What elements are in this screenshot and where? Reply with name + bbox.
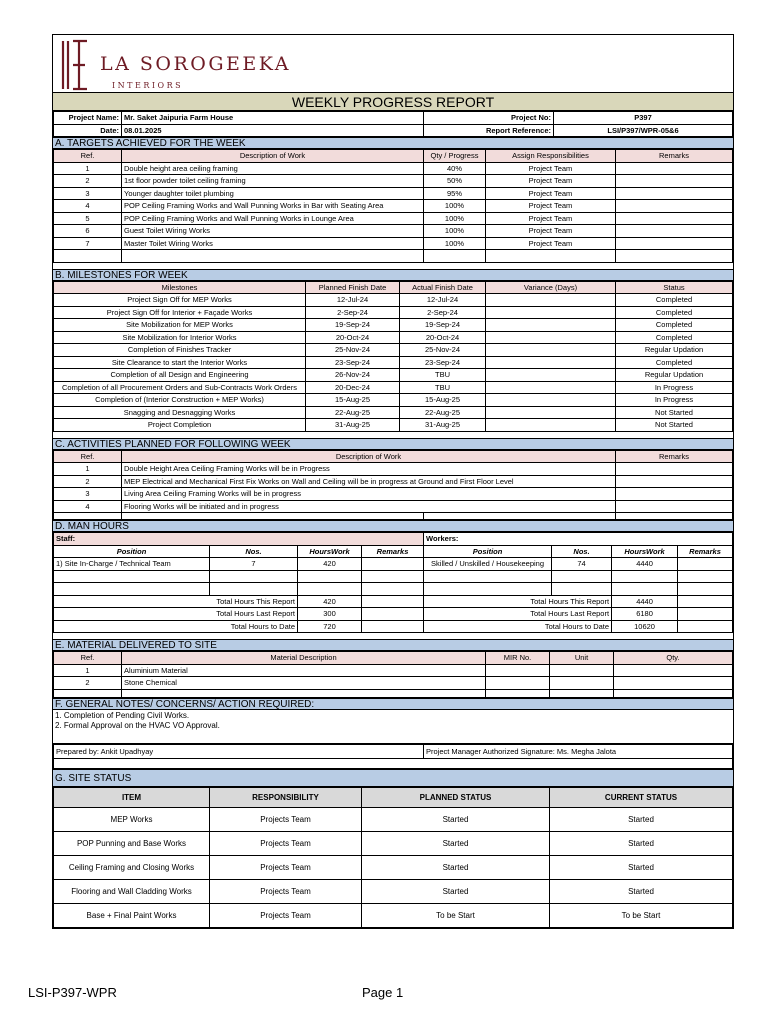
table-cell: Project Team: [486, 162, 616, 175]
workers-nos: 74: [552, 558, 612, 571]
table-cell: Completed: [616, 331, 733, 344]
staff-total: 420: [298, 595, 362, 608]
staff-label: Staff:: [54, 533, 424, 546]
table-cell: Project Team: [486, 187, 616, 200]
workers-label: Workers:: [424, 533, 733, 546]
table-cell: Younger daughter toilet plumbing: [122, 187, 424, 200]
table-cell: Aluminium Material: [122, 664, 486, 677]
workers-total: 10620: [612, 620, 678, 633]
table-cell: 25-Nov-24: [400, 344, 486, 357]
table-cell: 22-Aug-25: [400, 406, 486, 419]
table-cell: [550, 664, 614, 677]
footer-document-code: LSI-P397-WPR: [28, 985, 117, 1000]
col-header: Description of Work: [122, 150, 424, 163]
prepared-by: Prepared by: Ankit Upadhyay: [54, 744, 424, 758]
col-header: Qty.: [614, 652, 733, 665]
staff-position: 1) Site In-Charge / Technical Team: [54, 558, 210, 571]
table-row: [54, 488, 733, 501]
col-header: HoursWork: [612, 545, 678, 558]
table-cell: In Progress: [616, 394, 733, 407]
table-cell: Completion of (Interior Construction + MEP Works): [54, 394, 306, 407]
authorized-signature: Project Manager Authorized Signature: Ms. Megha Jalota: [424, 744, 733, 758]
table-cell: Project Team: [486, 237, 616, 250]
staff-remarks: [362, 558, 424, 571]
table-cell: 1: [54, 463, 122, 476]
table-cell: Started: [550, 807, 733, 831]
col-header: Unit: [550, 652, 614, 665]
table-cell: 12-Jul-24: [306, 294, 400, 307]
table-cell: 95%: [424, 187, 486, 200]
table-cell: Double height area ceiling framing: [122, 162, 424, 175]
table-cell: [614, 677, 733, 690]
staff-total: 720: [298, 620, 362, 633]
table-cell: 50%: [424, 175, 486, 188]
project-no-label: Project No:: [424, 112, 554, 125]
table-cell: 20-Oct-24: [306, 331, 400, 344]
table-row: [54, 475, 733, 488]
table-cell: [550, 677, 614, 690]
table-cell: [486, 381, 616, 394]
project-name-value: Mr. Saket Jaipuria Farm House: [122, 112, 424, 125]
table-cell: Ceiling Framing and Closing Works: [54, 855, 210, 879]
col-header: Qty / Progress: [424, 150, 486, 163]
table-cell: Completion of all Procurement Orders and Sub-Contracts Work Orders: [54, 381, 306, 394]
total-label: Total Hours to Date: [210, 620, 298, 633]
table-cell: [616, 500, 733, 513]
table-cell: Started: [362, 831, 550, 855]
table-cell: TBU: [400, 369, 486, 382]
table-cell: Site Mobilization for Interior Works: [54, 331, 306, 344]
table-cell: [616, 187, 733, 200]
project-info-table: [53, 111, 733, 137]
table-cell: [486, 406, 616, 419]
logo-subtitle: INTERIORS: [112, 81, 184, 90]
col-header: Description of Work: [122, 450, 616, 463]
table-cell: Completed: [616, 356, 733, 369]
table-cell: 4: [54, 500, 122, 513]
section-e-title: E. MATERIAL DELIVERED TO SITE: [53, 639, 733, 651]
table-cell: Project Team: [486, 200, 616, 213]
footer-page-number: Page 1: [362, 985, 404, 1000]
col-header: Milestones: [54, 281, 306, 294]
table-cell: 26-Nov-24: [306, 369, 400, 382]
workers-total: 6180: [612, 608, 678, 621]
col-header: Position: [54, 545, 210, 558]
note-item: 1. Completion of Pending Civil Works.: [55, 710, 190, 720]
table-cell: 2-Sep-24: [400, 306, 486, 319]
logo-monogram-icon: [59, 39, 91, 91]
col-header: Remarks: [616, 450, 733, 463]
table-cell: To be Start: [550, 903, 733, 927]
table-cell: 1: [54, 664, 122, 677]
report-ref-value: LSI/P397/WPR-05&6: [554, 124, 733, 137]
table-row: [54, 237, 733, 250]
table-cell: 2: [54, 175, 122, 188]
total-label: Total Hours This Report: [210, 595, 298, 608]
table-cell: Not Started: [616, 419, 733, 432]
workers-total: 4440: [612, 595, 678, 608]
table-cell: Project Sign Off for MEP Works: [54, 294, 306, 307]
table-cell: [486, 664, 550, 677]
table-cell: 23-Sep-24: [306, 356, 400, 369]
table-cell: Projects Team: [210, 903, 362, 927]
table-cell: [616, 175, 733, 188]
table-cell: [616, 212, 733, 225]
section-b-title: B. MILESTONES FOR WEEK: [53, 269, 733, 281]
table-row: [54, 162, 733, 175]
table-cell: Regular Updation: [616, 369, 733, 382]
table-row: [54, 294, 733, 307]
table-cell: [486, 677, 550, 690]
col-header: HoursWork: [298, 545, 362, 558]
total-label: Total Hours This Report: [424, 595, 612, 608]
table-cell: Flooring Works will be initiated and in progress: [122, 500, 616, 513]
workers-remarks: [678, 558, 733, 571]
table-cell: MEP Electrical and Mechanical First Fix Works on Wall and Ceiling will be in progress at Ground and First Floor Level: [122, 475, 616, 488]
table-cell: Completed: [616, 319, 733, 332]
date-value: 08.01.2025: [122, 124, 424, 137]
table-row: [54, 212, 733, 225]
table-cell: 25-Nov-24: [306, 344, 400, 357]
section-a-title: A. TARGETS ACHIEVED FOR THE WEEK: [53, 137, 733, 149]
table-cell: Started: [362, 855, 550, 879]
col-header: Ref.: [54, 150, 122, 163]
table-cell: [616, 488, 733, 501]
note-item: 2. Formal Approval on the HVAC VO Approval.: [55, 720, 220, 730]
col-header: Assign Responsibilities: [486, 150, 616, 163]
table-row: [54, 225, 733, 238]
table-cell: 1: [54, 162, 122, 175]
table-cell: Project Completion: [54, 419, 306, 432]
report-sheet: [52, 34, 734, 929]
table-cell: 100%: [424, 212, 486, 225]
table-cell: Snagging and Desnagging Works: [54, 406, 306, 419]
col-header: Material Description: [122, 652, 486, 665]
table-cell: Guest Toilet Wiring Works: [122, 225, 424, 238]
col-header: Ref.: [54, 652, 122, 665]
table-cell: Base + Final Paint Works: [54, 903, 210, 927]
table-row: [54, 356, 733, 369]
workers-hours: 4440: [612, 558, 678, 571]
staff-total: 300: [298, 608, 362, 621]
table-row: [54, 664, 733, 677]
workers-position: Skilled / Unskilled / Housekeeping: [424, 558, 552, 571]
section-f-title: F. GENERAL NOTES/ CONCERNS/ ACTION REQUIRED:: [53, 698, 733, 710]
table-cell: Started: [550, 855, 733, 879]
table-cell: Projects Team: [210, 855, 362, 879]
table-cell: Projects Team: [210, 807, 362, 831]
project-name-label: Project Name:: [54, 112, 122, 125]
col-header: Ref.: [54, 450, 122, 463]
table-cell: Site Mobilization for MEP Works: [54, 319, 306, 332]
table-cell: Completion of all Design and Engineering: [54, 369, 306, 382]
table-cell: Completion of Finishes Tracker: [54, 344, 306, 357]
total-label: Total Hours Last Report: [210, 608, 298, 621]
table-cell: 2-Sep-24: [306, 306, 400, 319]
table-cell: 2: [54, 475, 122, 488]
table-cell: Stone Chemical: [122, 677, 486, 690]
col-header: ITEM: [54, 787, 210, 807]
table-cell: 23-Sep-24: [400, 356, 486, 369]
company-logo: [53, 35, 733, 93]
table-cell: 15-Aug-25: [400, 394, 486, 407]
table-cell: 40%: [424, 162, 486, 175]
table-cell: 19-Sep-24: [400, 319, 486, 332]
table-row: [54, 331, 733, 344]
table-cell: 6: [54, 225, 122, 238]
table-cell: 15-Aug-25: [306, 394, 400, 407]
table-cell: 4: [54, 200, 122, 213]
col-header: RESPONSIBILITY: [210, 787, 362, 807]
table-cell: [486, 356, 616, 369]
table-row: [54, 419, 733, 432]
table-cell: Started: [550, 831, 733, 855]
table-cell: [486, 319, 616, 332]
report-ref-label: Report Reference:: [424, 124, 554, 137]
planned-activities-table: [53, 450, 733, 521]
table-cell: Projects Team: [210, 831, 362, 855]
table-row: [54, 855, 733, 879]
table-cell: 31-Aug-25: [306, 419, 400, 432]
table-cell: 1st floor powder toilet ceiling framing: [122, 175, 424, 188]
table-cell: 20-Oct-24: [400, 331, 486, 344]
col-header: Position: [424, 545, 552, 558]
table-cell: Site Clearance to start the Interior Works: [54, 356, 306, 369]
table-cell: 31-Aug-25: [400, 419, 486, 432]
table-row: [54, 807, 733, 831]
staff-hours: 420: [298, 558, 362, 571]
table-row: [54, 903, 733, 927]
milestones-table: [53, 281, 733, 432]
col-header: Remarks: [678, 545, 733, 558]
table-cell: 19-Sep-24: [306, 319, 400, 332]
table-cell: 100%: [424, 200, 486, 213]
table-cell: 100%: [424, 225, 486, 238]
table-cell: Not Started: [616, 406, 733, 419]
table-cell: Double Height Area Ceiling Framing Works will be in Progress: [122, 463, 616, 476]
table-cell: [616, 463, 733, 476]
section-c-title: C. ACTIVITIES PLANNED FOR FOLLOWING WEEK: [53, 438, 733, 450]
table-cell: [616, 475, 733, 488]
table-cell: 12-Jul-24: [400, 294, 486, 307]
table-cell: [614, 664, 733, 677]
col-header: Actual Finish Date: [400, 281, 486, 294]
table-cell: To be Start: [362, 903, 550, 927]
table-cell: Project Team: [486, 225, 616, 238]
table-row: [54, 500, 733, 513]
table-cell: TBU: [400, 381, 486, 394]
table-cell: 20-Dec-24: [306, 381, 400, 394]
table-cell: Regular Updation: [616, 344, 733, 357]
table-cell: Project Sign Off for Interior + Façade Works: [54, 306, 306, 319]
table-cell: Completed: [616, 294, 733, 307]
table-row: [54, 319, 733, 332]
table-row: [54, 831, 733, 855]
table-cell: [616, 162, 733, 175]
col-header: Nos.: [552, 545, 612, 558]
date-label: Date:: [54, 124, 122, 137]
site-status-table: [53, 787, 733, 928]
table-cell: [616, 225, 733, 238]
targets-table: [53, 149, 733, 263]
table-cell: [486, 394, 616, 407]
section-d-title: D. MAN HOURS: [53, 520, 733, 532]
col-header: Planned Finish Date: [306, 281, 400, 294]
total-label: Total Hours Last Report: [424, 608, 612, 621]
man-hours-table: [53, 532, 733, 633]
table-cell: Completed: [616, 306, 733, 319]
col-header: MIR No.: [486, 652, 550, 665]
table-cell: 5: [54, 212, 122, 225]
section-g-title: G. SITE STATUS: [53, 769, 733, 787]
table-row: [54, 175, 733, 188]
table-cell: 2: [54, 677, 122, 690]
col-header: Nos.: [210, 545, 298, 558]
table-cell: Project Team: [486, 175, 616, 188]
col-header: Remarks: [616, 150, 733, 163]
col-header: PLANNED STATUS: [362, 787, 550, 807]
table-cell: [486, 306, 616, 319]
table-row: [54, 394, 733, 407]
signature-table: [53, 744, 733, 769]
table-row: [54, 344, 733, 357]
table-row: [54, 200, 733, 213]
table-cell: 7: [54, 237, 122, 250]
table-cell: MEP Works: [54, 807, 210, 831]
table-row: [54, 369, 733, 382]
col-header: Status: [616, 281, 733, 294]
total-label: Total Hours to Date: [424, 620, 612, 633]
table-cell: 3: [54, 488, 122, 501]
table-cell: Flooring and Wall Cladding Works: [54, 879, 210, 903]
table-row: [54, 463, 733, 476]
table-cell: [486, 331, 616, 344]
table-cell: [486, 294, 616, 307]
table-cell: [486, 344, 616, 357]
table-row: [54, 406, 733, 419]
logo-brand-name: LA SOROGEEKA: [100, 53, 291, 75]
table-cell: Started: [362, 807, 550, 831]
table-cell: [486, 369, 616, 382]
materials-table: [53, 651, 733, 698]
table-cell: Master Toilet Wiring Works: [122, 237, 424, 250]
table-cell: POP Punning and Base Works: [54, 831, 210, 855]
col-header: Remarks: [362, 545, 424, 558]
table-row: [54, 677, 733, 690]
table-cell: 100%: [424, 237, 486, 250]
table-cell: [616, 237, 733, 250]
table-cell: 22-Aug-25: [306, 406, 400, 419]
col-header: Variance (Days): [486, 281, 616, 294]
table-cell: POP Ceiling Framing Works and Wall Punning Works in Bar with Seating Area: [122, 200, 424, 213]
table-row: [54, 306, 733, 319]
project-no-value: P397: [554, 112, 733, 125]
table-row: [54, 187, 733, 200]
table-cell: Started: [550, 879, 733, 903]
table-cell: 3: [54, 187, 122, 200]
report-title: WEEKLY PROGRESS REPORT: [53, 93, 733, 111]
table-cell: [486, 419, 616, 432]
table-row: [54, 879, 733, 903]
general-notes: [53, 710, 733, 744]
col-header: CURRENT STATUS: [550, 787, 733, 807]
table-row: [54, 381, 733, 394]
table-cell: POP Ceiling Framing Works and Wall Punning Works in Lounge Area: [122, 212, 424, 225]
staff-nos: 7: [210, 558, 298, 571]
table-cell: Living Area Ceiling Framing Works will be in progress: [122, 488, 616, 501]
table-cell: In Progress: [616, 381, 733, 394]
table-cell: [616, 200, 733, 213]
table-cell: Project Team: [486, 212, 616, 225]
table-cell: Projects Team: [210, 879, 362, 903]
table-cell: Started: [362, 879, 550, 903]
